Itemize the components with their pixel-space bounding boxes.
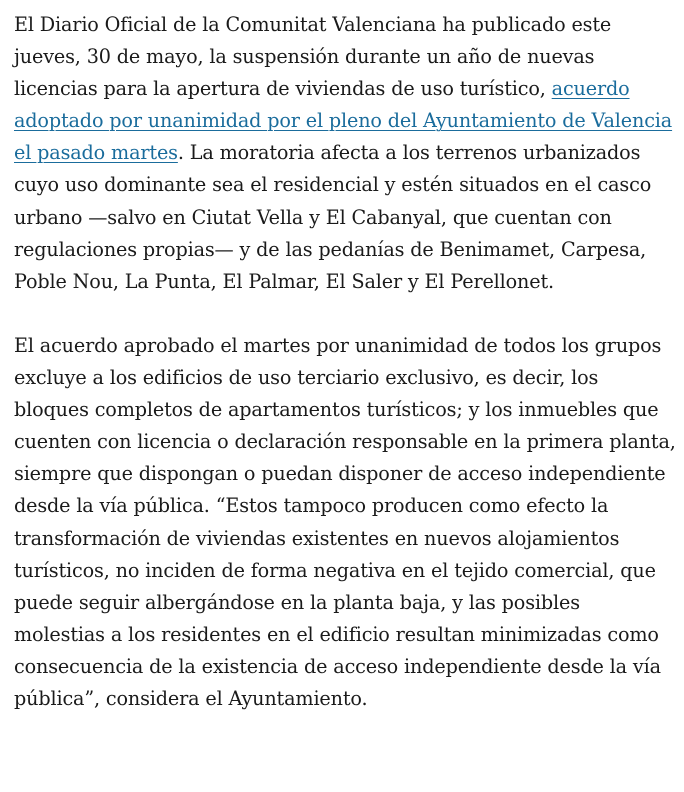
paragraph-2: El acuerdo aprobado el martes por unanimidad de todos los grupos excluye a los edificios de uso terciario exclusivo, es decir, los bloques completos de apartamentos turísticos; y los inmuebles que cuenten con licencia o declaración responsable en la primera planta, siempre que dispongan o puedan disponer de acceso independiente desde la vía pública. “Estos tampoco producen como efecto la transformación de viviendas existentes en nuevos alojamientos turísticos, no inciden de forma negativa en el tejido comercial, que puede seguir albergándose en la planta baja, y las posibles molestias a los residentes en el edificio resultan minimizadas como consecuencia de la existencia de acceso independiente desde la vía pública”, considera el Ayuntamiento. xyxy=(14,333,676,710)
paragraph-1-text-start: El Diario Oficial de la Comunitat Valenciana ha publicado este jueves, 30 de mayo, la suspensión durante un año de nuevas licencias para la apertura de viviendas de uso turístico, xyxy=(14,13,612,101)
paragraph-1 xyxy=(14,9,676,298)
paragraph-1-text-end: . La moratoria afecta a los terrenos urbanizados cuyo uso dominante sea el residencial y estén situados en el casco urbano —salvo en Ciutat Vella y El Cabanyal, que cuentan con regulaciones propias— y de las pedanías de Benimamet, Carpesa, Poble Nou, La Punta, El Palmar, El Saler y El Perellonet. xyxy=(14,141,652,293)
agreement-link[interactable]: acuerdo adoptado por unanimidad por el pleno del Ayuntamiento de Valencia el pasado martes xyxy=(14,77,673,165)
article-body xyxy=(14,9,676,715)
